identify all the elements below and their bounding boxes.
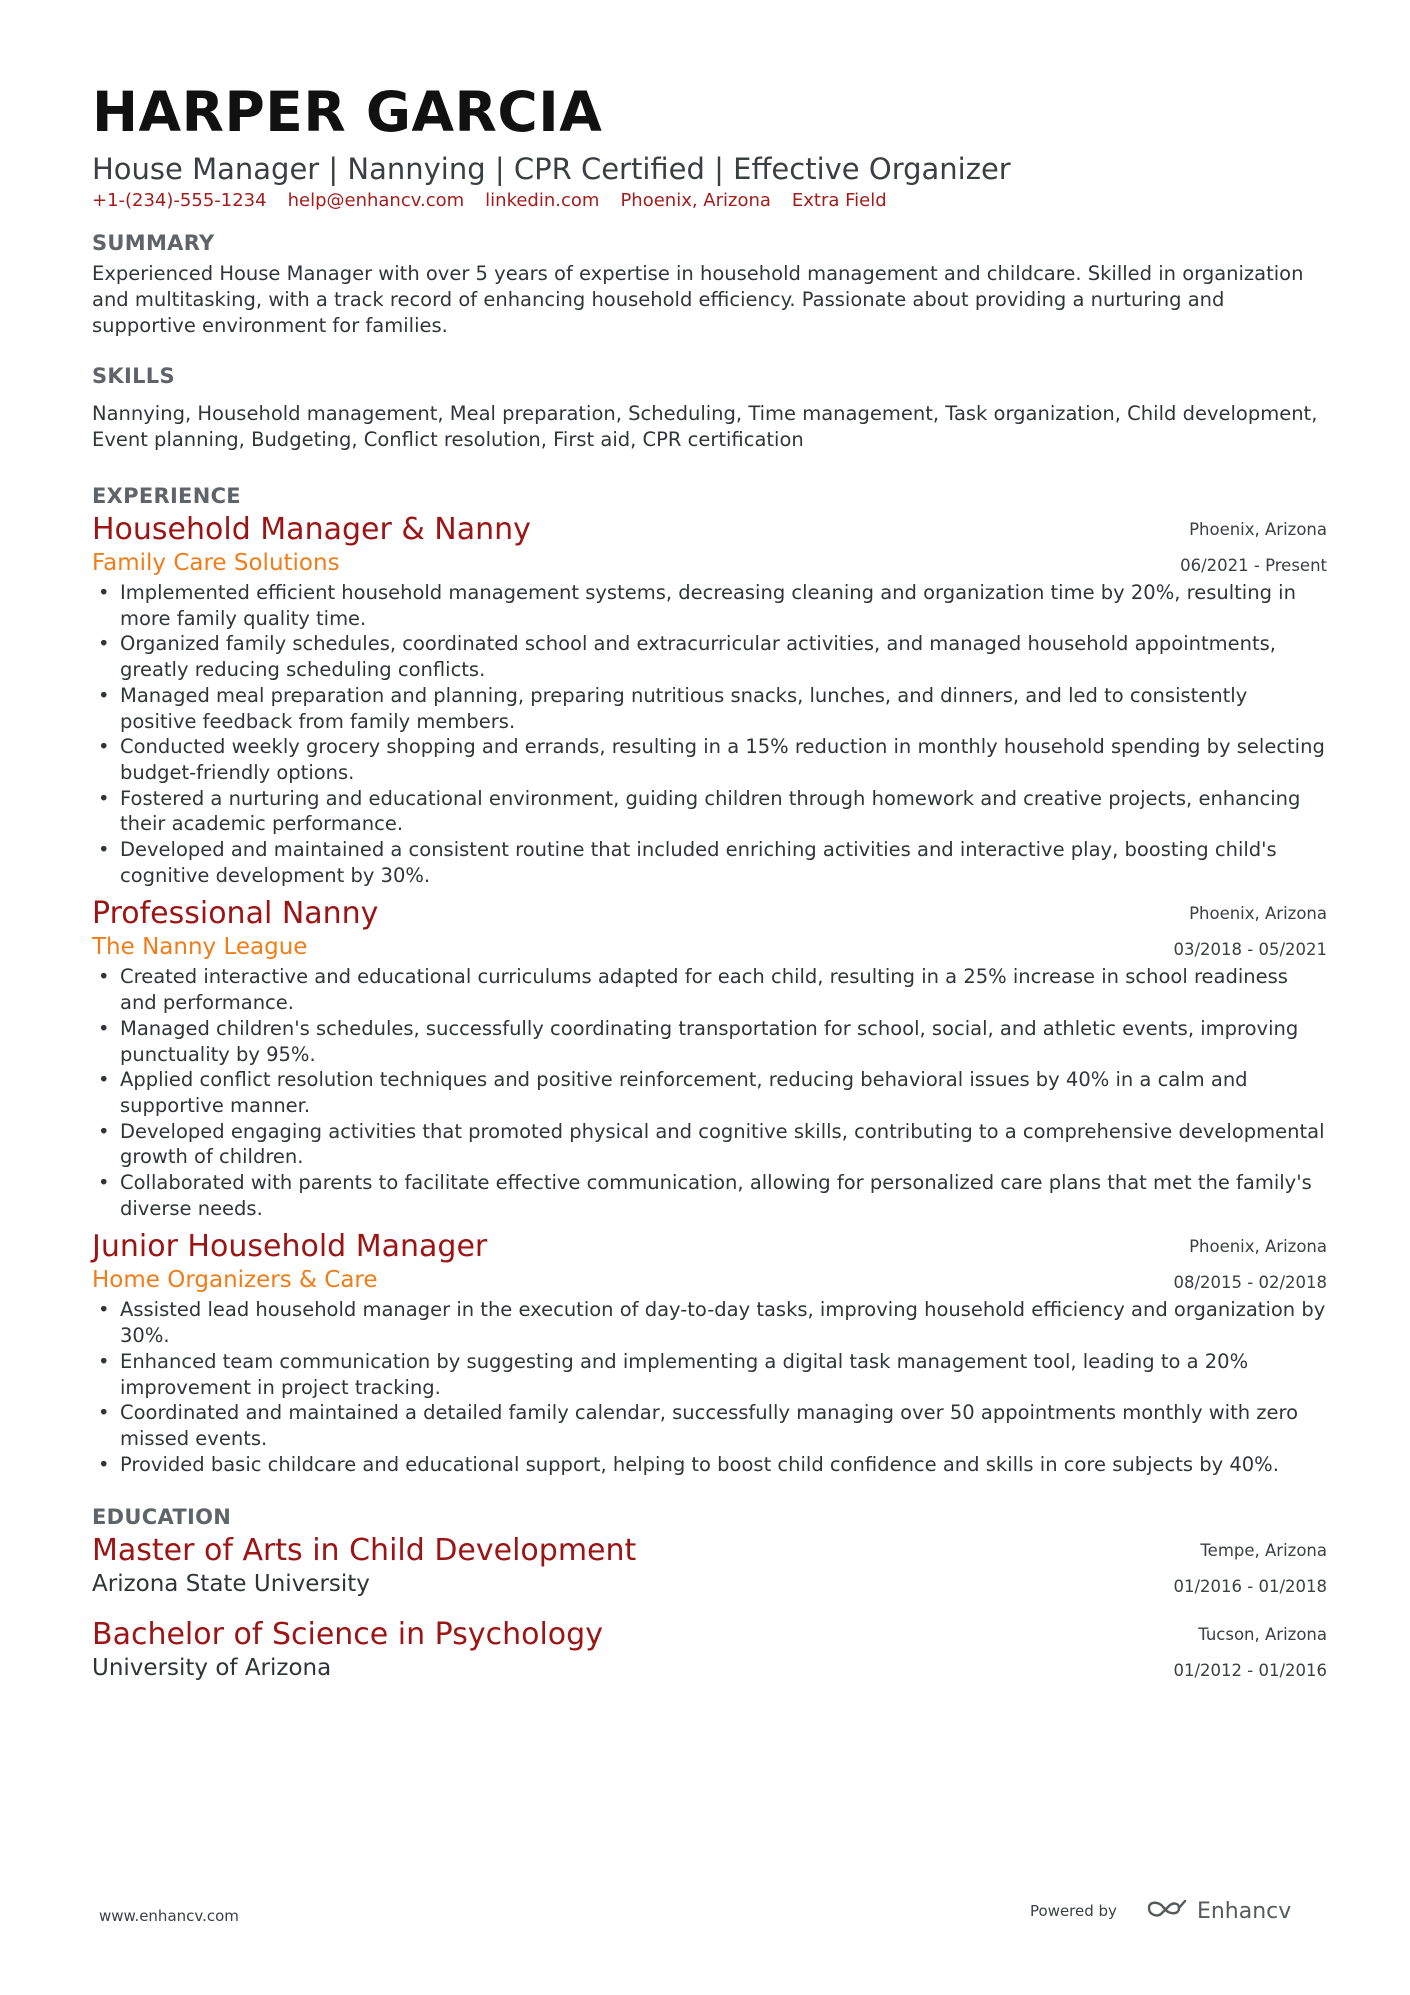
location-text: Phoenix, Arizona — [620, 190, 771, 211]
education-entry — [92, 1617, 1327, 1683]
footer-branding — [1030, 1897, 1291, 1925]
achievement-item: • Fostered a nurturing and educational environment, guiding children through homework and creative projects, enhancing their academic performance. — [92, 786, 1327, 837]
summary-heading: SUMMARY — [92, 231, 215, 255]
job-location: Phoenix, Arizona — [1189, 904, 1327, 924]
job-dates: 03/2018 - 05/2021 — [1173, 940, 1327, 960]
company-name: The Nanny League — [92, 934, 308, 961]
degree-title: Master of Arts in Child Development — [92, 1533, 637, 1569]
education-meta — [1173, 1533, 1327, 1605]
experience-entry — [92, 512, 1327, 888]
degree-title: Bachelor of Science in Psychology — [92, 1617, 603, 1653]
education-dates: 01/2012 - 01/2016 — [1173, 1661, 1327, 1681]
education-location: Tucson, Arizona — [1198, 1625, 1327, 1645]
achievement-list — [92, 964, 1327, 1221]
achievement-item: • Managed children's schedules, successfully coordinating transportation for school, social, and athletic events, improving punctuality by 95%. — [92, 1016, 1327, 1067]
job-location: Phoenix, Arizona — [1189, 520, 1327, 539]
company-name: Family Care Solutions — [92, 550, 340, 576]
experience-entry — [92, 1229, 1327, 1477]
education-location: Tempe, Arizona — [1200, 1541, 1327, 1561]
achievement-item: • Applied conflict resolution techniques and positive reinforcement, reducing behavioral issues by 40% in a calm and supportive manner. — [92, 1067, 1327, 1118]
job-location: Phoenix, Arizona — [1189, 1237, 1327, 1257]
powered-by-text: Powered by — [1030, 1902, 1117, 1920]
linkedin-link[interactable]: linkedin.com — [485, 190, 600, 211]
brand-name: Enhancv — [1196, 1898, 1292, 1924]
school-name: Arizona State University — [92, 1571, 370, 1598]
achievement-item: • Managed meal preparation and planning, preparing nutritious snacks, lunches, and dinners, and led to consistently positive feedback from family members. — [92, 683, 1327, 734]
job-title: Junior Household Manager — [92, 1229, 488, 1265]
job-title: Professional Nanny — [92, 896, 379, 932]
achievement-list — [92, 580, 1327, 888]
extra-field-text: Extra Field — [791, 190, 887, 211]
education-heading: EDUCATION — [92, 1505, 232, 1530]
achievement-item: • Conducted weekly grocery shopping and errands, resulting in a 15% reduction in monthly household spending by selecting budget-friendly options. — [92, 734, 1327, 785]
contact-bar — [92, 188, 1327, 214]
achievement-item: • Developed and maintained a consistent routine that included enriching activities and interactive play, boosting child's cognitive development by 30%. — [92, 837, 1327, 888]
achievement-item: • Implemented efficient household management systems, decreasing cleaning and organization time by 20%, resulting in more family quality time. — [92, 580, 1327, 631]
company-name: Home Organizers & Care — [92, 1267, 378, 1294]
summary-text: Experienced House Manager with over 5 years of expertise in household management and childcare. Skilled in organization and multitasking, with a track record of enhancing household efficiency. Passionate about providing a nurturing and supportive environment for families. — [92, 262, 1304, 337]
education-meta — [1173, 1617, 1327, 1689]
footer-website-link[interactable]: www.enhancv.com — [99, 1907, 239, 1925]
job-meta — [1180, 512, 1327, 584]
headline: House Manager | Nannying | CPR Certified | Effective Organizer — [92, 152, 1011, 186]
achievement-item: • Organized family schedules, coordinated school and extracurricular activities, and managed household appointments, greatly reducing scheduling conflicts. — [92, 631, 1327, 682]
achievement-item: • Created interactive and educational curriculums adapted for each child, resulting in a 25% increase in school readiness and performance. — [92, 964, 1327, 1015]
experience-entry — [92, 896, 1327, 1221]
job-dates: 06/2021 - Present — [1180, 556, 1327, 575]
school-name: University of Arizona — [92, 1655, 332, 1682]
education-dates: 01/2016 - 01/2018 — [1173, 1577, 1327, 1597]
achievement-item: • Enhanced team communication by suggesting and implementing a digital task management tool, leading to a 20% improvement in project tracking. — [92, 1349, 1327, 1400]
job-meta — [1173, 1229, 1327, 1301]
enhancv-logo-icon — [1145, 1897, 1189, 1925]
job-dates: 08/2015 - 02/2018 — [1173, 1273, 1327, 1293]
skills-text: Nannying, Household management, Meal preparation, Scheduling, Time management, Task organization, Child development, Event planning, Budgeting, Conflict resolution, First aid, CPR certification — [92, 402, 1318, 451]
experience-heading: EXPERIENCE — [92, 484, 241, 508]
job-title: Household Manager & Nanny — [92, 512, 531, 547]
resume-page — [92, 72, 1327, 1683]
education-entry — [92, 1533, 1327, 1599]
brand-link[interactable] — [1145, 1897, 1291, 1925]
achievement-item: • Provided basic childcare and educational support, helping to boost child confidence and skills in core subjects by 40%. — [92, 1452, 1327, 1478]
skills-heading: SKILLS — [92, 364, 175, 388]
achievement-item: • Coordinated and maintained a detailed family calendar, successfully managing over 50 appointments monthly with zero missed events. — [92, 1400, 1327, 1451]
achievement-list — [92, 1297, 1327, 1477]
phone-link[interactable]: +1-(234)-555-1234 — [92, 190, 267, 211]
candidate-name: HARPER GARCIA — [92, 80, 603, 144]
job-meta — [1173, 896, 1327, 968]
achievement-item: • Developed engaging activities that promoted physical and cognitive skills, contributing to a comprehensive developmental growth of children. — [92, 1119, 1327, 1170]
achievement-item: • Assisted lead household manager in the execution of day-to-day tasks, improving household efficiency and organization by 30%. — [92, 1297, 1327, 1348]
achievement-item: • Collaborated with parents to facilitate effective communication, allowing for personalized care plans that met the family's diverse needs. — [92, 1170, 1327, 1221]
email-link[interactable]: help@enhancv.com — [287, 190, 465, 211]
